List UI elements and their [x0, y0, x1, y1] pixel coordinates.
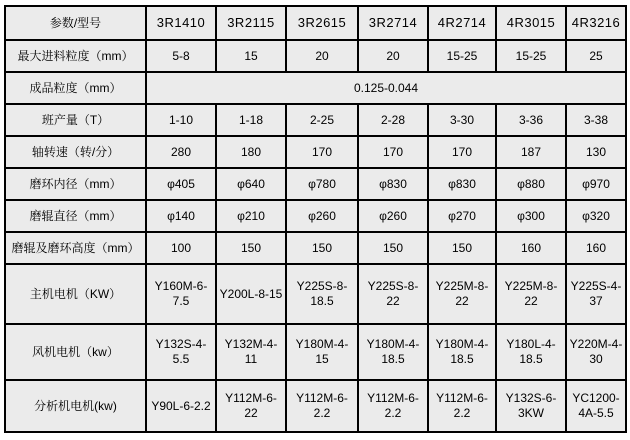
row-parameter-label: 轴转速（转/分）: [5, 136, 146, 168]
value-cell: 130: [566, 136, 626, 168]
row-parameter-label: 磨环内径（mm）: [5, 168, 146, 200]
table-row: [5, 72, 626, 104]
value-cell: 160: [496, 232, 566, 264]
value-cell: 170: [286, 136, 358, 168]
model-column-header: 3R1410: [146, 6, 216, 40]
value-cell: 187: [496, 136, 566, 168]
product-spec-table: [4, 5, 627, 433]
value-cell: 280: [146, 136, 216, 168]
value-cell: Y180M-4-18.5: [428, 324, 496, 380]
value-cell: Y180M-4-18.5: [358, 324, 428, 380]
value-cell: 150: [286, 232, 358, 264]
value-cell: Y90L-6-2.2: [146, 380, 216, 432]
table-row: [5, 168, 626, 200]
row-parameter-label: 磨辊及磨环高度（mm）: [5, 232, 146, 264]
value-cell: 20: [286, 40, 358, 72]
value-cell: Y180L-4-18.5: [496, 324, 566, 380]
model-column-header: 3R2714: [358, 6, 428, 40]
table-row: [5, 136, 626, 168]
value-cell: Y220M-4-30: [566, 324, 626, 380]
model-column-header: 4R3015: [496, 6, 566, 40]
value-cell: 1-10: [146, 104, 216, 136]
value-cell: Y112M-6-2.2: [286, 380, 358, 432]
model-column-header: 4R3216: [566, 6, 626, 40]
value-cell: 20: [358, 40, 428, 72]
value-cell: φ300: [496, 200, 566, 232]
value-cell: φ260: [358, 200, 428, 232]
table-row: [5, 200, 626, 232]
value-cell: 15-25: [428, 40, 496, 72]
value-cell: 150: [428, 232, 496, 264]
value-cell: Y112M-6-22: [216, 380, 286, 432]
spec-sheet-page: [4, 5, 627, 433]
value-cell: 3-30: [428, 104, 496, 136]
value-cell: 1-18: [216, 104, 286, 136]
table-header-row: [5, 6, 626, 40]
value-cell: Y225M-8-22: [428, 264, 496, 324]
value-cell: Y225S-8-22: [358, 264, 428, 324]
row-parameter-label: 班产量（T）: [5, 104, 146, 136]
value-cell: φ780: [286, 168, 358, 200]
value-cell: 100: [146, 232, 216, 264]
value-cell: φ830: [428, 168, 496, 200]
table-row: [5, 380, 626, 432]
row-parameter-label: 分析机电机(kw): [5, 380, 146, 432]
value-cell: Y180M-4-15: [286, 324, 358, 380]
value-cell: φ320: [566, 200, 626, 232]
value-cell: 3-36: [496, 104, 566, 136]
value-cell: φ830: [358, 168, 428, 200]
value-cell: 170: [358, 136, 428, 168]
value-cell: φ405: [146, 168, 216, 200]
value-cell: Y225M-8-22: [496, 264, 566, 324]
row-parameter-label: 最大进料粒度（mm）: [5, 40, 146, 72]
model-column-header: 3R2615: [286, 6, 358, 40]
value-cell: φ880: [496, 168, 566, 200]
value-cell: 160: [566, 232, 626, 264]
model-column-header: 3R2115: [216, 6, 286, 40]
value-cell: 150: [216, 232, 286, 264]
value-cell: φ140: [146, 200, 216, 232]
value-cell: 15-25: [496, 40, 566, 72]
value-cell: 170: [428, 136, 496, 168]
row-parameter-label: 成品粒度（mm）: [5, 72, 146, 104]
table-row: [5, 104, 626, 136]
value-cell: 3-38: [566, 104, 626, 136]
row-parameter-label: 磨辊直径（mm）: [5, 200, 146, 232]
value-cell: φ210: [216, 200, 286, 232]
value-cell: 180: [216, 136, 286, 168]
value-cell: Y225S-8-18.5: [286, 264, 358, 324]
value-cell: 2-28: [358, 104, 428, 136]
value-cell: Y132S-4-5.5: [146, 324, 216, 380]
value-cell: 25: [566, 40, 626, 72]
value-cell: 2-25: [286, 104, 358, 136]
value-cell: φ640: [216, 168, 286, 200]
table-row: [5, 40, 626, 72]
value-cell: 5-8: [146, 40, 216, 72]
row-parameter-label: 风机电机（kw）: [5, 324, 146, 380]
value-cell: Y200L-8-15: [216, 264, 286, 324]
value-cell: φ270: [428, 200, 496, 232]
merged-value-cell: 0.125-0.044: [146, 72, 626, 104]
value-cell: 15: [216, 40, 286, 72]
value-cell: YC1200-4A-5.5: [566, 380, 626, 432]
table-row: [5, 232, 626, 264]
value-cell: Y132M-4-11: [216, 324, 286, 380]
value-cell: φ970: [566, 168, 626, 200]
table-row: [5, 324, 626, 380]
value-cell: Y160M-6-7.5: [146, 264, 216, 324]
value-cell: Y225S-4-37: [566, 264, 626, 324]
param-model-corner-header: 参数/型号: [5, 6, 146, 40]
value-cell: φ260: [286, 200, 358, 232]
value-cell: Y112M-6-2.2: [428, 380, 496, 432]
row-parameter-label: 主机电机（KW）: [5, 264, 146, 324]
table-row: [5, 264, 626, 324]
model-column-header: 4R2714: [428, 6, 496, 40]
value-cell: 150: [358, 232, 428, 264]
value-cell: Y132S-6-3KW: [496, 380, 566, 432]
value-cell: Y112M-6-2.2: [358, 380, 428, 432]
